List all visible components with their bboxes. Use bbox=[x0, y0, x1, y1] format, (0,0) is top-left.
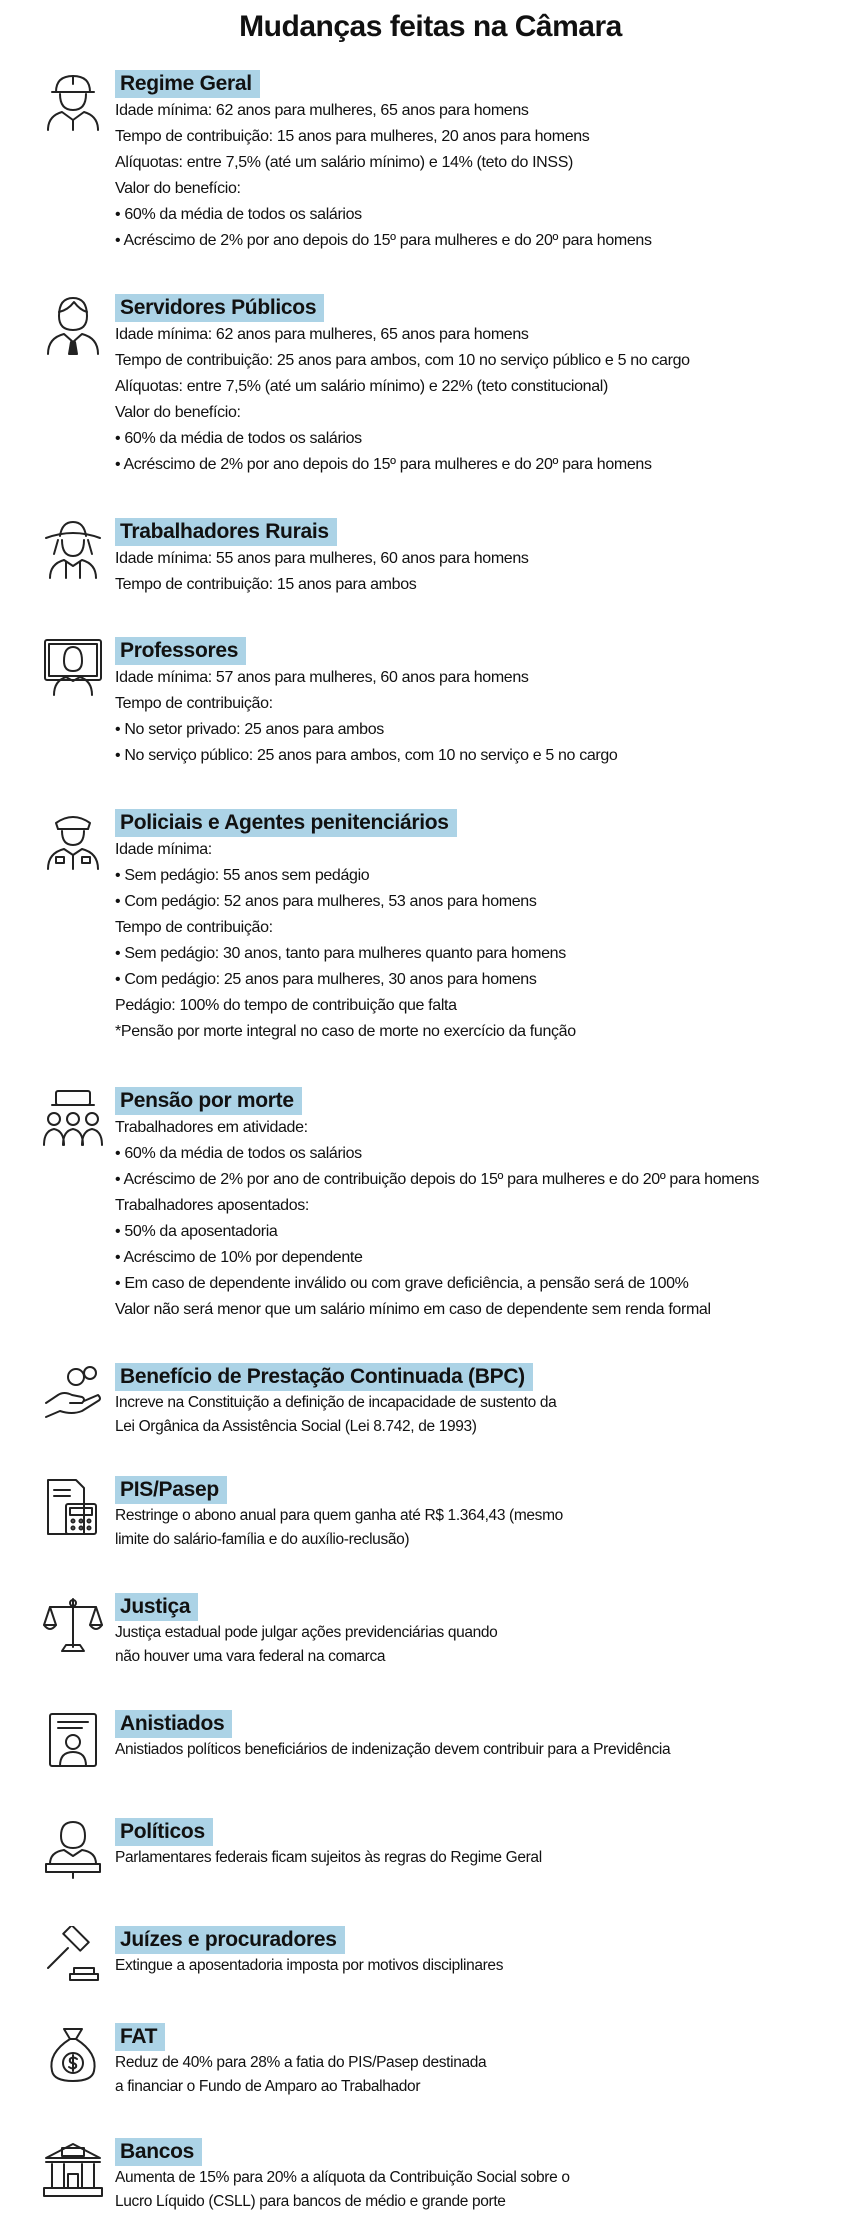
teacher-board-icon bbox=[42, 637, 104, 699]
section-heading: PIS/Pasep bbox=[115, 1476, 227, 1504]
section-line: Alíquotas: entre 7,5% (até um salário mínimo) e 22% (teto constitucional) bbox=[115, 378, 608, 395]
section-heading: Anistiados bbox=[115, 1710, 232, 1738]
section-heading: Pensão por morte bbox=[115, 1087, 302, 1115]
section-line: *Pensão por morte integral no caso de morte no exercício da função bbox=[115, 1023, 576, 1040]
section-line: Alíquotas: entre 7,5% (até um salário mínimo) e 14% (teto do INSS) bbox=[115, 154, 574, 171]
section-line: Aumenta de 15% para 20% a alíquota da Contribuição Social sobre o bbox=[115, 2169, 570, 2186]
section-heading: Professores bbox=[115, 637, 246, 665]
section-heading: Políticos bbox=[115, 1818, 213, 1846]
section-line: • 60% da média de todos os salários bbox=[115, 1145, 362, 1162]
section-line: Idade mínima: 62 anos para mulheres, 65 anos para homens bbox=[115, 102, 529, 119]
section-line: Restringe o abono anual para quem ganha até R$ 1.364,43 (mesmo bbox=[115, 1507, 563, 1524]
worker-helmet-icon bbox=[42, 70, 104, 132]
section-line: • 60% da média de todos os salários bbox=[115, 206, 362, 223]
hand-coins-icon bbox=[42, 1363, 104, 1425]
section-line: Lei Orgânica da Assistência Social (Lei 8.742, de 1993) bbox=[115, 1418, 477, 1435]
farmer-hat-icon bbox=[42, 518, 104, 580]
section-heading: Servidores Públicos bbox=[115, 294, 324, 322]
section-line: Tempo de contribuição: bbox=[115, 695, 273, 712]
section-line: Lucro Líquido (CSLL) para bancos de médio e grande porte bbox=[115, 2193, 506, 2210]
section-line: Parlamentares federais ficam sujeitos às regras do Regime Geral bbox=[115, 1849, 542, 1866]
section-line: Tempo de contribuição: 15 anos para ambos bbox=[115, 576, 417, 593]
section-line: a financiar o Fundo de Amparo ao Trabalhador bbox=[115, 2078, 421, 2095]
section-line: • Sem pedágio: 30 anos, tanto para mulheres quanto para homens bbox=[115, 945, 566, 962]
judge-gavel-icon bbox=[42, 1926, 104, 1988]
section-line: • Acréscimo de 2% por ano depois do 15º para mulheres e do 20º para homens bbox=[115, 456, 652, 473]
section-heading: Benefício de Prestação Continuada (BPC) bbox=[115, 1363, 533, 1391]
section-line: Reduz de 40% para 28% a fatia do PIS/Pasep destinada bbox=[115, 2054, 487, 2071]
section-line: Idade mínima: 57 anos para mulheres, 60 anos para homens bbox=[115, 669, 529, 686]
section-line: Trabalhadores em atividade: bbox=[115, 1119, 308, 1136]
section-line: Trabalhadores aposentados: bbox=[115, 1197, 310, 1214]
section-heading: Justiça bbox=[115, 1593, 198, 1621]
section-line: • Sem pedágio: 55 anos sem pedágio bbox=[115, 867, 370, 884]
section-line: • Acréscimo de 2% por ano depois do 15º para mulheres e do 20º para homens bbox=[115, 232, 652, 249]
section-line: • 50% da aposentadoria bbox=[115, 1223, 278, 1240]
section-line: Anistiados políticos beneficiários de indenização devem contribuir para a Previdência bbox=[115, 1741, 671, 1758]
page-title: Mudanças feitas na Câmara bbox=[239, 10, 622, 43]
section-line: Pedágio: 100% do tempo de contribuição que falta bbox=[115, 997, 457, 1014]
section-line: Valor não será menor que um salário mínimo em caso de dependente sem renda formal bbox=[115, 1301, 711, 1318]
civil-servant-icon bbox=[42, 294, 104, 356]
section-line: • Em caso de dependente inválido ou com grave deficiência, a pensão será de 100% bbox=[115, 1275, 689, 1292]
section-line: Idade mínima: 62 anos para mulheres, 65 anos para homens bbox=[115, 326, 529, 343]
section-line: Extingue a aposentadoria imposta por motivos disciplinares bbox=[115, 1957, 504, 1974]
section-line: • Acréscimo de 2% por ano de contribuição depois do 15º para mulheres e do 20º para homens bbox=[115, 1171, 759, 1188]
section-line: • 60% da média de todos os salários bbox=[115, 430, 362, 447]
section-line: Increve na Constituição a definição de incapacidade de sustento da bbox=[115, 1394, 557, 1411]
section-heading: Trabalhadores Rurais bbox=[115, 518, 337, 546]
section-line: Tempo de contribuição: 25 anos para ambos, com 10 no serviço público e 5 no cargo bbox=[115, 352, 690, 369]
section-heading: FAT bbox=[115, 2023, 165, 2051]
calculator-document-icon bbox=[42, 1476, 104, 1538]
section-line: • Com pedágio: 52 anos para mulheres, 53 anos para homens bbox=[115, 893, 537, 910]
bank-building-icon bbox=[42, 2138, 104, 2200]
section-line: Justiça estadual pode julgar ações previdenciárias quando bbox=[115, 1624, 498, 1641]
politician-podium-icon bbox=[42, 1818, 104, 1880]
section-line: • Acréscimo de 10% por dependente bbox=[115, 1249, 363, 1266]
scales-of-justice-icon bbox=[42, 1593, 104, 1655]
funeral-mourners-icon bbox=[42, 1087, 104, 1149]
section-heading: Bancos bbox=[115, 2138, 202, 2166]
section-line: Valor do benefício: bbox=[115, 180, 241, 197]
section-heading: Policiais e Agentes penitenciários bbox=[115, 809, 457, 837]
section-line: Tempo de contribuição: bbox=[115, 919, 273, 936]
section-heading: Regime Geral bbox=[115, 70, 260, 98]
section-line: Tempo de contribuição: 15 anos para mulheres, 20 anos para homens bbox=[115, 128, 590, 145]
section-line: • Com pedágio: 25 anos para mulheres, 30 anos para homens bbox=[115, 971, 537, 988]
section-line: Valor do benefício: bbox=[115, 404, 241, 421]
police-officer-icon bbox=[42, 809, 104, 871]
section-line: • No serviço público: 25 anos para ambos, com 10 no serviço e 5 no cargo bbox=[115, 747, 618, 764]
section-line: Idade mínima: bbox=[115, 841, 212, 858]
section-line: não houver uma vara federal na comarca bbox=[115, 1648, 386, 1665]
amnesty-certificate-icon bbox=[42, 1710, 104, 1772]
section-heading: Juízes e procuradores bbox=[115, 1926, 345, 1954]
section-line: • No setor privado: 25 anos para ambos bbox=[115, 721, 384, 738]
money-bag-icon bbox=[42, 2023, 104, 2085]
section-line: limite do salário-família e do auxílio-reclusão) bbox=[115, 1531, 410, 1548]
section-line: Idade mínima: 55 anos para mulheres, 60 anos para homens bbox=[115, 550, 529, 567]
